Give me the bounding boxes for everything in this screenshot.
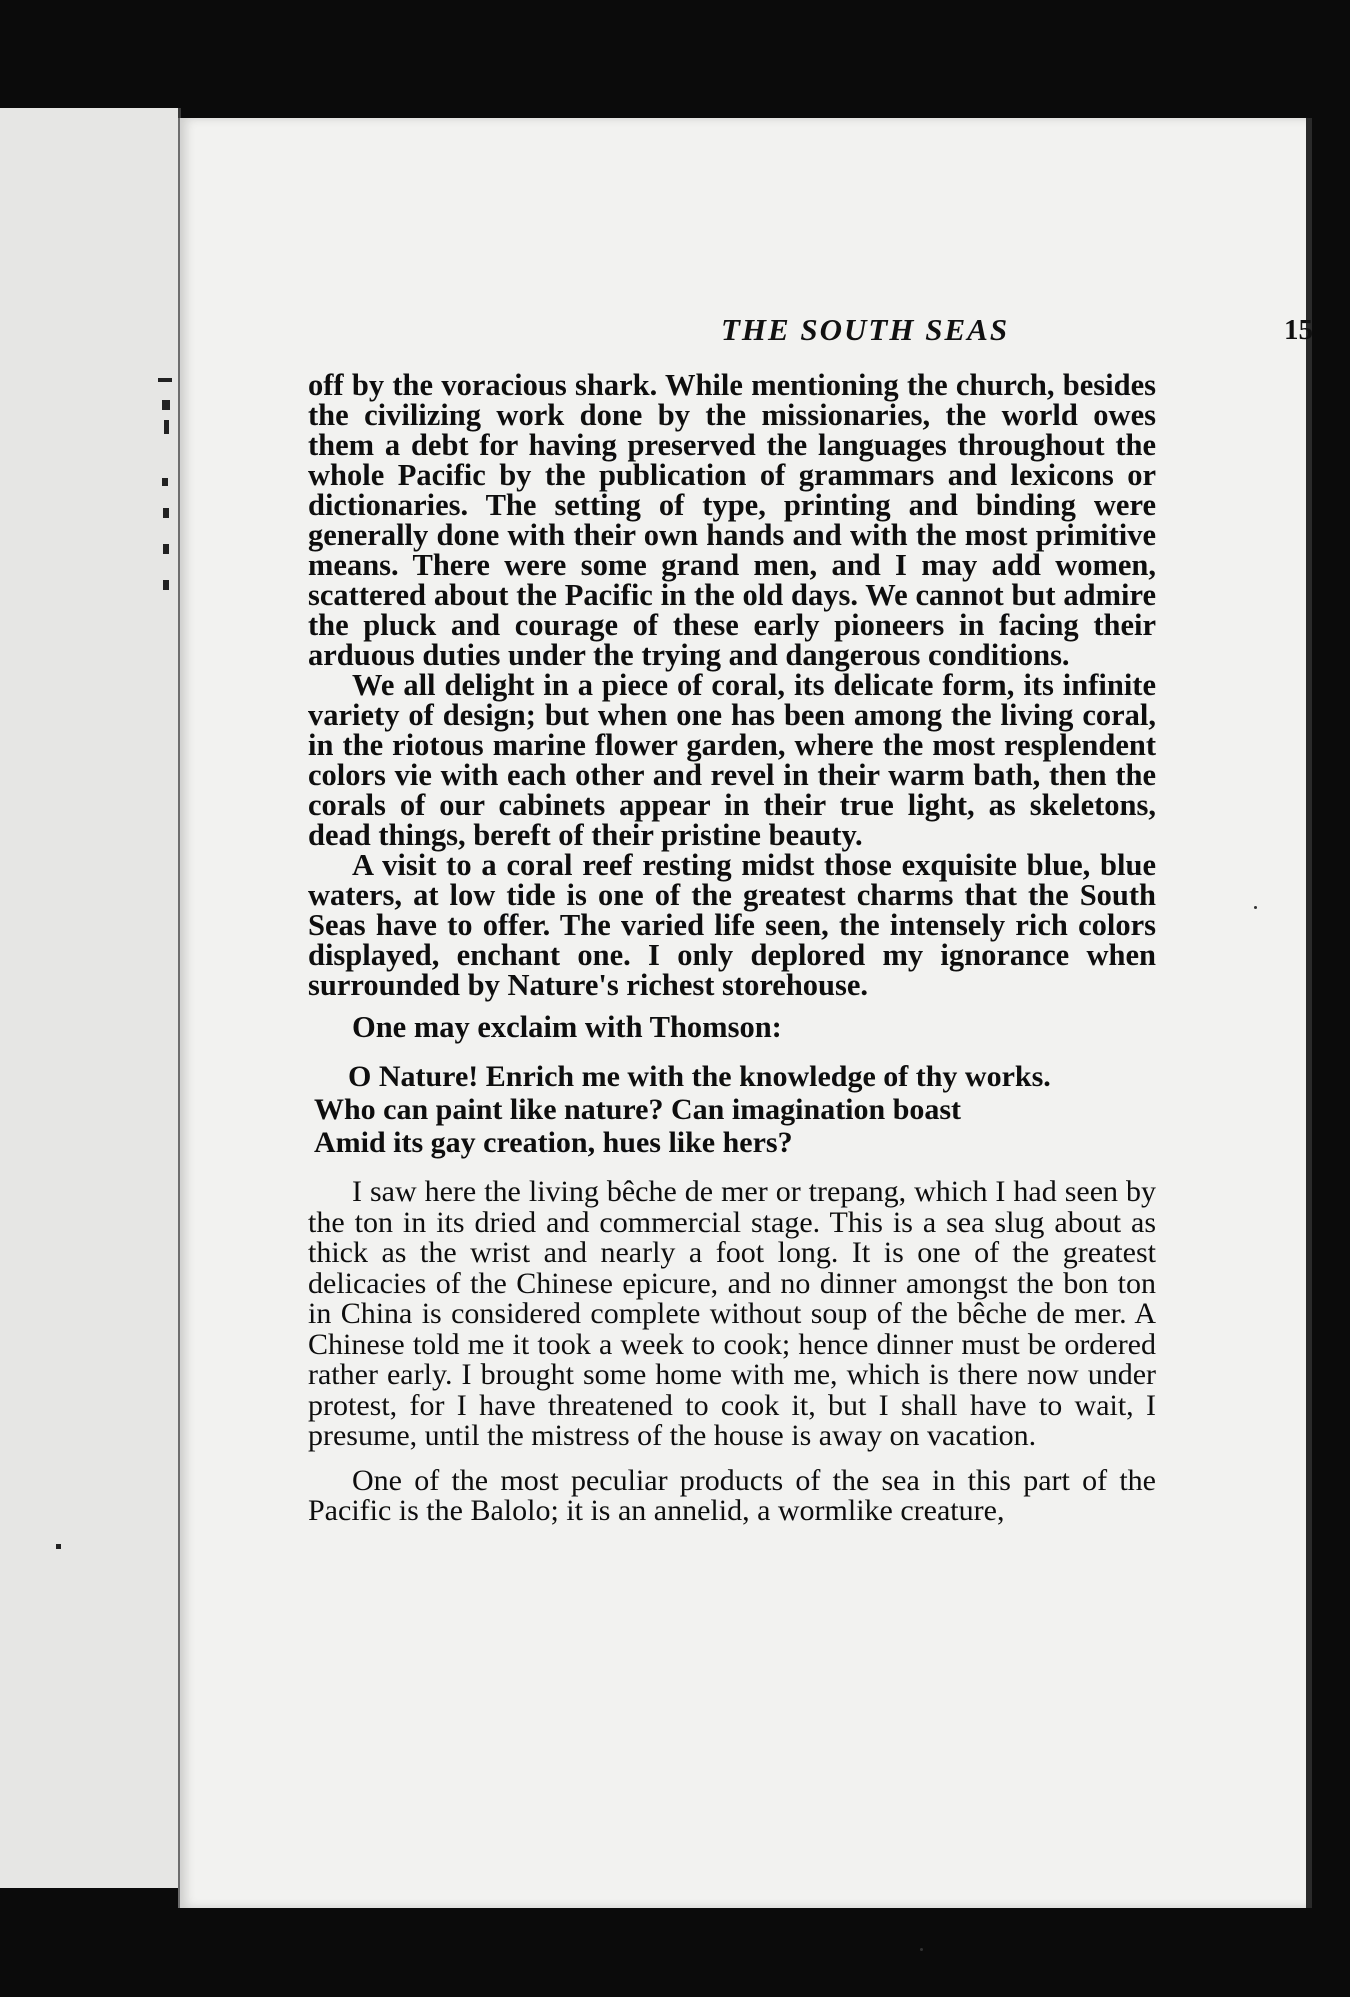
page-number: 15 [1284,314,1313,346]
book-page [178,118,1312,1908]
paragraph: I saw here the living bêche de mer or trepang, which I had seen by the ton in its dried and commercial stage. This is a sea slug about as thick as the wrist and nearly a foot long. It is one of the greatest delicacies of the Chinese epicure, and no dinner amongst the bon ton in China is considered complete without soup of the bêche de mer. A Chinese told me it took a week to cook; hence dinner must be ordered rather early. I brought some home with me, which is there now under protest, for I have threatened to cook it, but I shall have to wait, I presume, until the mistress of the house is away on vacation. [308,1175,1156,1452]
poem-line: O Nature! Enrich me with the knowledge of thy works. [348,1060,1051,1093]
poem-line: Amid its gay creation, hues like hers? [314,1126,793,1159]
quote-intro: One may exclaim with Thomson: [352,1010,782,1044]
paragraph: One of the most peculiar products of the sea in this part of the Pacific is the Balolo; it is an annelid, a wormlike creature, [308,1463,1156,1527]
bold-text-run [308,370,1156,1042]
poem-line: Who can paint like nature? Can imagination boast [314,1093,962,1126]
paragraph: We all delight in a piece of coral, its delicate form, its infinite variety of design; but when one has been among the living coral, in the riotous marine flower garden, where the most resplendent colors vie with each other and revel in their warm bath, then the corals of our cabinets appear in their true light, as skeletons, dead things, bereft of their pristine beauty. [308,668,1156,852]
running-header: THE SOUTH SEAS [720,312,1010,347]
body-text [308,370,1156,1527]
poem-quotation [308,1060,1156,1159]
paragraph: off by the voracious shark. While mentioning the church, besides the civilizing work done by the missionaries, the world owes them a debt for having preserved the languages throughout the whole Pacific by the publication of grammars and lexicons or dictionaries. The setting of type, printing and binding were generally done with their own hands and with the most primitive means. There were some grand men, and I may add women, scattered about the Pacific in the old days. We cannot but admire the pluck and courage of these early pioneers in facing their arduous duties under the trying and dangerous conditions. [308,368,1156,672]
regular-text-run [308,1177,1156,1527]
facing-page [0,108,181,1888]
page-edge [1306,118,1312,1908]
paragraph: A visit to a coral reef resting midst those exquisite blue, blue waters, at low tide is one of the greatest charms that the South Seas have to offer. The varied life seen, the intensely rich colors displayed, enchant one. I only deplored my ignorance when surrounded by Nature's richest storehouse. [308,848,1156,1002]
